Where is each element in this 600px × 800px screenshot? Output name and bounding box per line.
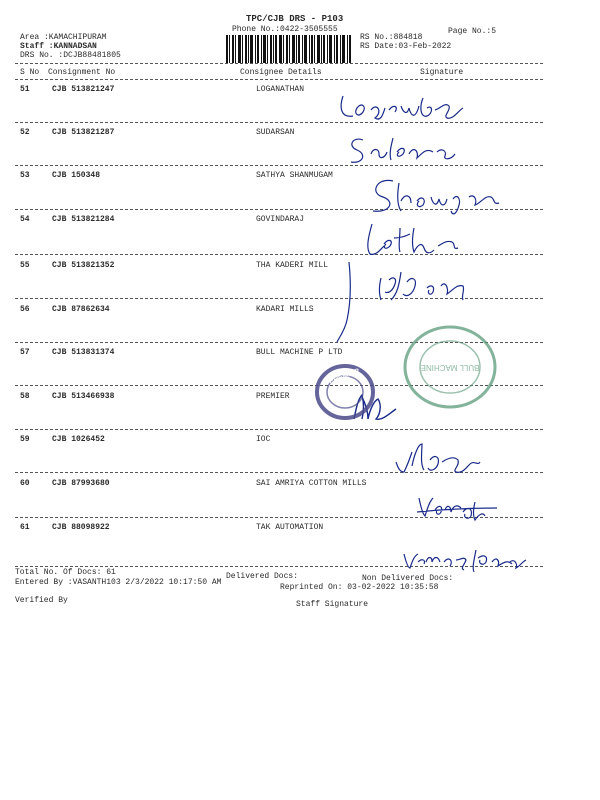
- row-sno: 54: [20, 215, 30, 224]
- table-row: [0, 479, 600, 522]
- row-consignee: SATHYA SHANMUGAM: [256, 171, 333, 180]
- rs-date: RS Date:03-Feb-2022: [360, 42, 452, 51]
- row-sno: 53: [20, 171, 30, 180]
- row-consignee: BULL MACHINE P LTD: [256, 348, 343, 357]
- row-consignee: SUDARSAN: [256, 128, 295, 137]
- delivered-docs: Delivered Docs:: [226, 572, 299, 581]
- row-sno: 57: [20, 348, 30, 357]
- row-sno: 60: [20, 479, 30, 488]
- non-delivered-docs: Non Delivered Docs:: [362, 574, 454, 583]
- premier-stamp: [314, 362, 376, 422]
- table-row: [0, 215, 600, 258]
- signature-row-59: [390, 440, 500, 480]
- row-divider: [15, 429, 543, 430]
- signature-row-53: [365, 175, 515, 220]
- drs-number: DRS No. :DCJB88481805: [20, 51, 121, 60]
- barcode: [226, 35, 352, 63]
- row-sno: 51: [20, 85, 30, 94]
- row-consignee: PREMIER: [256, 392, 290, 401]
- row-sno: 58: [20, 392, 30, 401]
- row-consignee: LOGANATHAN: [256, 85, 305, 94]
- row-consignment: CJB 513466938: [52, 392, 115, 401]
- row-sno: 59: [20, 435, 30, 444]
- entered-by: Entered By :VASANTH103 2/3/2022 10:17:50 AM: [15, 578, 222, 587]
- reprinted-on: Reprinted On: 03-02-2022 10:35:58: [280, 583, 439, 592]
- signature-row-51: [335, 88, 475, 128]
- row-consignment: CJB 150348: [52, 171, 101, 180]
- row-consignee: GOVINDARAJ: [256, 215, 305, 224]
- row-consignment: CJB 1026452: [52, 435, 105, 444]
- row-consignment: CJB 513821287: [52, 128, 115, 137]
- col-consignee: Consignee Details: [240, 68, 322, 77]
- signature-row-54: [360, 220, 480, 260]
- verified-by: Verified By: [15, 596, 68, 605]
- phone-number: Phone No.:0422-3505555: [232, 25, 338, 34]
- row-consignment: CJB 513821284: [52, 215, 115, 224]
- row-consignment: CJB 87862634: [52, 305, 110, 314]
- row-sno: 56: [20, 305, 30, 314]
- row-consignment: CJB 513821247: [52, 85, 115, 94]
- staff-label: Staff :KANNADSAN: [20, 42, 97, 51]
- header-divider-top: [15, 63, 543, 64]
- signature-row-52: [345, 130, 465, 168]
- bull-machine-stamp: [400, 322, 500, 412]
- row-consignee: THA KADERI MILL: [256, 261, 329, 270]
- drs-title: TPC/CJB DRS - P103: [246, 14, 344, 24]
- row-consignment: CJB 87993680: [52, 479, 110, 488]
- row-consignment: CJB 88098922: [52, 523, 110, 532]
- page-number: Page No.:5: [448, 27, 497, 36]
- row-consignee: KADARI MILLS: [256, 305, 314, 314]
- row-consignee: SAI AMRIYA COTTON MILLS: [256, 479, 367, 488]
- area-label: Area :KAMACHIPURAM: [20, 33, 107, 42]
- row-consignee: TAK AUTOMATION: [256, 523, 324, 532]
- premier-stamp-text: PREMIER: [328, 367, 361, 386]
- row-consignment: CJB 513831374: [52, 348, 115, 357]
- row-sno: 55: [20, 261, 30, 270]
- header-divider-bottom: [15, 79, 543, 80]
- col-signature: Signature: [420, 68, 464, 77]
- row-consignment: CJB 513821352: [52, 261, 115, 270]
- col-consignment: Consignment No: [48, 68, 116, 77]
- signature-row-61: [400, 540, 530, 576]
- staff-signature-label: Staff Signature: [296, 600, 369, 609]
- row-sno: 52: [20, 128, 30, 137]
- rs-number: RS No.:884818: [360, 33, 423, 42]
- col-sno: S No: [20, 68, 40, 77]
- signature-row-60: [415, 488, 505, 524]
- row-sno: 61: [20, 523, 30, 532]
- bull-stamp-text: BULL MACHINE: [420, 363, 480, 372]
- row-consignee: IOC: [256, 435, 271, 444]
- total-docs: Total No. Of Docs: 61: [15, 568, 116, 577]
